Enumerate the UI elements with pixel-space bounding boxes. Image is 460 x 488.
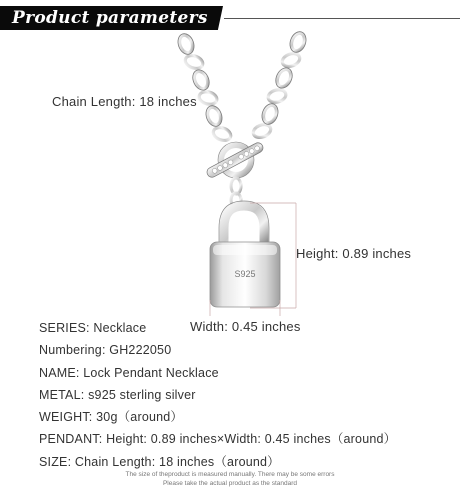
width-label: Width: 0.45 inches — [190, 319, 301, 334]
footer-note-line2: Please take the actual product as the standard — [162, 480, 298, 487]
chain-length-label: Chain Length: 18 inches — [52, 94, 197, 109]
spec-weight: WEIGHT: 30g（around） — [39, 410, 184, 425]
height-label: Height: 0.89 inches — [296, 246, 412, 261]
spec-size: SIZE: Chain Length: 18 inches（around） — [39, 454, 280, 469]
chain-left-edge — [175, 31, 225, 128]
spec-list — [39, 317, 396, 473]
spec-name: NAME: Lock Pendant Necklace — [39, 365, 219, 380]
page-title: Product parameters — [12, 8, 208, 28]
pendant-stamp: S925 — [234, 269, 256, 279]
footer-note-line1: The size of theproduct is measured manually. There may be some errors — [125, 471, 335, 478]
spec-numbering: Numbering: GH222050 — [39, 343, 172, 358]
chain-right-edge — [259, 29, 309, 126]
chain-left — [177, 33, 232, 142]
chain-right — [251, 31, 306, 139]
spec-metal: METAL: s925 sterling silver — [39, 387, 196, 402]
spec-series: SERIES: Necklace — [39, 321, 147, 335]
spec-pendant: PENDANT: Height: 0.89 inches×Width: 0.45 inches（around） — [39, 432, 397, 447]
lock-pendant — [210, 201, 280, 307]
